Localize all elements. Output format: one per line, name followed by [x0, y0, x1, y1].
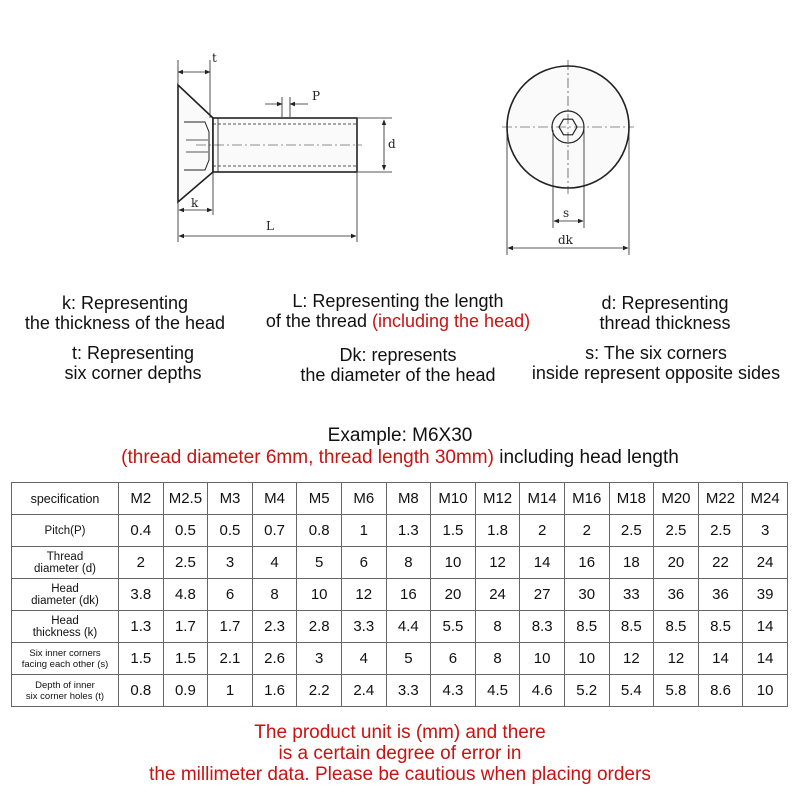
size-cell: M2 [119, 483, 164, 515]
size-cell: M14 [520, 483, 565, 515]
value-cell: 1.8 [475, 515, 520, 547]
example-line-2: (thread diameter 6mm, thread length 30mm) including head length [121, 447, 679, 468]
value-cell: 10 [520, 643, 565, 675]
size-cell: M22 [698, 483, 743, 515]
table-row-head-thickness [12, 611, 788, 643]
value-cell: 4 [252, 547, 297, 579]
legend-s: s: The six corners inside represent opposite sides [531, 343, 781, 383]
table-row-head-diameter [12, 579, 788, 611]
value-cell: 0.4 [119, 515, 164, 547]
legend-k: k: Representing the thickness of the head [24, 293, 226, 333]
header-label-cell: specification [12, 483, 119, 515]
value-cell: 2.1 [208, 643, 253, 675]
table-row-thread-diameter [12, 547, 788, 579]
value-cell: 2.5 [609, 515, 654, 547]
value-cell: 1.3 [119, 611, 164, 643]
value-cell: 8.5 [654, 611, 699, 643]
side-view [178, 85, 362, 202]
table-row-inner-corners [12, 643, 788, 675]
value-cell: 1.7 [208, 611, 253, 643]
unit-notice: The product unit is (mm) and there is a certain degree of error in the millimeter data. Please be cautious when placing orders [149, 722, 651, 785]
value-cell: 8.5 [609, 611, 654, 643]
table-row-pitch [12, 515, 788, 547]
value-cell: 3 [208, 547, 253, 579]
legend-d: d: Representing thread thickness [599, 293, 731, 333]
value-cell: 6 [341, 547, 386, 579]
value-cell: 1.5 [119, 643, 164, 675]
screw-head [178, 85, 213, 202]
value-cell: 2.2 [297, 675, 342, 707]
size-cell: M16 [564, 483, 609, 515]
value-cell: 5.4 [609, 675, 654, 707]
value-cell: 2 [564, 515, 609, 547]
row-label: Pitch(P) [12, 515, 119, 547]
value-cell: 1.7 [163, 611, 208, 643]
value-cell: 8 [475, 611, 520, 643]
value-cell: 8.5 [564, 611, 609, 643]
value-cell: 24 [743, 547, 788, 579]
row-label: Six inner corners facing each other (s) [12, 643, 119, 675]
value-cell: 2.8 [297, 611, 342, 643]
value-cell: 16 [564, 547, 609, 579]
value-cell: 0.8 [119, 675, 164, 707]
value-cell: 14 [743, 611, 788, 643]
value-cell: 2.5 [163, 547, 208, 579]
value-cell: 4.6 [520, 675, 565, 707]
label-s: s [563, 206, 570, 220]
value-cell: 6 [208, 579, 253, 611]
value-cell: 5 [386, 643, 431, 675]
label-p: P [312, 89, 321, 103]
size-cell: M8 [386, 483, 431, 515]
size-cell: M4 [252, 483, 297, 515]
value-cell: 0.8 [297, 515, 342, 547]
value-cell: 10 [743, 675, 788, 707]
value-cell: 22 [698, 547, 743, 579]
size-cell: M18 [609, 483, 654, 515]
value-cell: 8.6 [698, 675, 743, 707]
value-cell: 12 [609, 643, 654, 675]
value-cell: 12 [654, 643, 699, 675]
value-cell: 0.9 [163, 675, 208, 707]
end-view [502, 60, 634, 194]
value-cell: 2 [119, 547, 164, 579]
value-cell: 3.8 [119, 579, 164, 611]
value-cell: 39 [743, 579, 788, 611]
value-cell: 8 [386, 547, 431, 579]
size-cell: M24 [743, 483, 788, 515]
screw-technical-drawing [0, 0, 800, 290]
example-line-1: Example: M6X30 [327, 425, 473, 446]
legend-dk: Dk: represents the diameter of the head [300, 345, 496, 385]
value-cell: 1.6 [252, 675, 297, 707]
value-cell: 0.7 [252, 515, 297, 547]
row-label: Thread diameter (d) [12, 547, 119, 579]
value-cell: 12 [475, 547, 520, 579]
value-cell: 6 [431, 643, 476, 675]
value-cell: 0.5 [163, 515, 208, 547]
value-cell: 5 [297, 547, 342, 579]
size-cell: M5 [297, 483, 342, 515]
value-cell: 10 [564, 643, 609, 675]
value-cell: 2.4 [341, 675, 386, 707]
value-cell: 30 [564, 579, 609, 611]
size-cell: M2.5 [163, 483, 208, 515]
value-cell: 4.5 [475, 675, 520, 707]
value-cell: 2.5 [698, 515, 743, 547]
value-cell: 14 [520, 547, 565, 579]
size-cell: M20 [654, 483, 699, 515]
value-cell: 14 [698, 643, 743, 675]
legend-l: L: Representing the length of the thread (including the head) [265, 291, 531, 331]
value-cell: 8 [475, 643, 520, 675]
value-cell: 10 [297, 579, 342, 611]
value-cell: 5.8 [654, 675, 699, 707]
legend-t: t: Representing six corner depths [64, 343, 202, 383]
value-cell: 2.5 [654, 515, 699, 547]
value-cell: 4 [341, 643, 386, 675]
size-cell: M3 [208, 483, 253, 515]
value-cell: 1.3 [386, 515, 431, 547]
label-dk: dk [558, 233, 573, 247]
label-t: t [212, 51, 217, 65]
value-cell: 18 [609, 547, 654, 579]
value-cell: 4.8 [163, 579, 208, 611]
value-cell: 3.3 [386, 675, 431, 707]
value-cell: 2.6 [252, 643, 297, 675]
value-cell: 8.3 [520, 611, 565, 643]
value-cell: 12 [341, 579, 386, 611]
label-d: d [388, 137, 396, 151]
value-cell: 5.2 [564, 675, 609, 707]
value-cell: 3 [743, 515, 788, 547]
row-label: Depth of inner six corner holes (t) [12, 675, 119, 707]
specification-table [11, 482, 788, 707]
value-cell: 36 [698, 579, 743, 611]
row-label: Head thickness (k) [12, 611, 119, 643]
value-cell: 1.5 [163, 643, 208, 675]
value-cell: 1.5 [431, 515, 476, 547]
value-cell: 0.5 [208, 515, 253, 547]
value-cell: 33 [609, 579, 654, 611]
size-cell: M6 [341, 483, 386, 515]
table-header-row [12, 483, 788, 515]
value-cell: 8.5 [698, 611, 743, 643]
value-cell: 16 [386, 579, 431, 611]
value-cell: 3.3 [341, 611, 386, 643]
label-k: k [191, 196, 199, 210]
value-cell: 2.3 [252, 611, 297, 643]
value-cell: 14 [743, 643, 788, 675]
value-cell: 5.5 [431, 611, 476, 643]
table-row-socket-depth [12, 675, 788, 707]
value-cell: 10 [431, 547, 476, 579]
value-cell: 8 [252, 579, 297, 611]
size-cell: M10 [431, 483, 476, 515]
value-cell: 4.3 [431, 675, 476, 707]
value-cell: 36 [654, 579, 699, 611]
value-cell: 1 [208, 675, 253, 707]
size-cell: M12 [475, 483, 520, 515]
value-cell: 4.4 [386, 611, 431, 643]
value-cell: 1 [341, 515, 386, 547]
value-cell: 2 [520, 515, 565, 547]
label-l: L [266, 219, 274, 233]
value-cell: 20 [654, 547, 699, 579]
value-cell: 20 [431, 579, 476, 611]
value-cell: 27 [520, 579, 565, 611]
value-cell: 24 [475, 579, 520, 611]
value-cell: 3 [297, 643, 342, 675]
row-label: Head diameter (dk) [12, 579, 119, 611]
